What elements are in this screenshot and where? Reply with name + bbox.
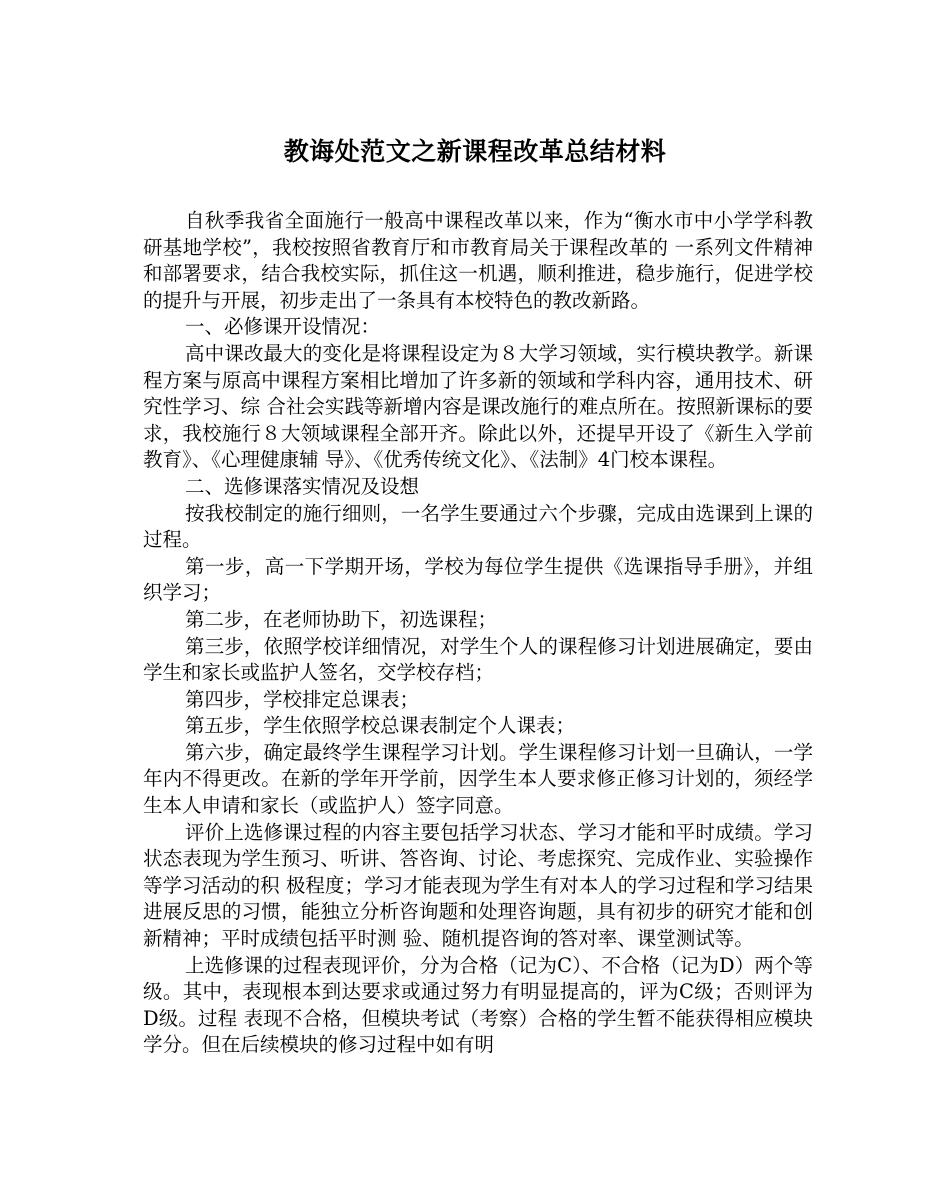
paragraph-evaluation-content: 评价上选修课过程的内容主要包括学习状态、学习才能和平时成绩。学习状态表现为学生预习、听讲、答咨询、讨论、考虑探究、完成作业、实验操作等学习活动的积 极程度；学习才能表现为学生有对本人的学习过程和学习结果进展反思的习惯，能独立分析咨询题和处理咨询题，具有初步的研究才能和创新精神；平时成绩包括平时测 验、随机提咨询的答对率、课堂测试等。 xyxy=(143,820,813,951)
document-title: 教诲处范文之新课程改革总结材料 xyxy=(283,137,667,166)
paragraph-required-courses: 高中课改最大的变化是将课程设定为８大学习领域，实行模块教学。新课程方案与原高中课程方案相比增加了许多新的领域和学科内容，通用技术、研究性学习、综 合社会实践等新增内容是课改施行的难点所在。按照新课标的要求，我校施行８大领域课程全部开齐。除此以外，还提早开设了《新生入学前教育》、《心理健康辅 导》、《优秀传统文化》、《法制》4门校本课程。 xyxy=(143,341,813,472)
document-body xyxy=(143,208,813,1059)
paragraph-step-2: 第二步，在老师协助下，初选课程； xyxy=(185,607,498,631)
paragraph-step-1: 第一步，高一下学期开场，学校为每位学生提供《选课指导手册》，并组织学习； xyxy=(143,554,813,605)
paragraph-intro: 自秋季我省全面施行一般高中课程改革以来，作为“衡水市中小学学科教研基地学校”，我校按照省教育厅和市教育局关于课程改革的 一系列文件精神和部署要求，结合我校实际，抓住这一机遇，顺利推进，稳步施行，促进学校的提升与开展，初步走出了一条具有本校特色的教改新路。 xyxy=(143,209,813,312)
paragraph-evaluation-grades: 上选修课的过程表现评价，分为合格（记为C）、不合格（记为D）两个等级。其中，表现根本到达要求或通过努力有明显提高的，评为C级；否则评为D级。过程 表现不合格，但模块考试（考察）合格的学生暂不能获得相应模块学分。但在后续模块的修习过程中如有明 xyxy=(143,953,813,1057)
paragraph-step-5: 第五步，学生依照学校总课表制定个人课表； xyxy=(185,714,576,738)
paragraph-step-4: 第四步，学校排定总课表； xyxy=(185,687,420,711)
section-heading-elective-courses: 二、选修课落实情况及设想 xyxy=(185,474,420,498)
paragraph-step-6: 第六步，确定最终学生课程学习计划。学生课程修习计划一旦确认，一学年内不得更改。在新的学年开学前，因学生本人要求修正修习计划的，须经学生本人申请和家长（或监护人）签字同意。 xyxy=(143,740,813,818)
paragraph-elective-steps-intro: 按我校制定的施行细则，一名学生要通过六个步骤，完成由选课到上课的过程。 xyxy=(143,501,813,552)
section-heading-required-courses: 一、必修课开设情况： xyxy=(185,315,381,339)
paragraph-step-3: 第三步，依照学校详细情况，对学生个人的课程修习计划进展确定，要由学生和家长或监护人签名，交学校存档； xyxy=(143,634,813,685)
